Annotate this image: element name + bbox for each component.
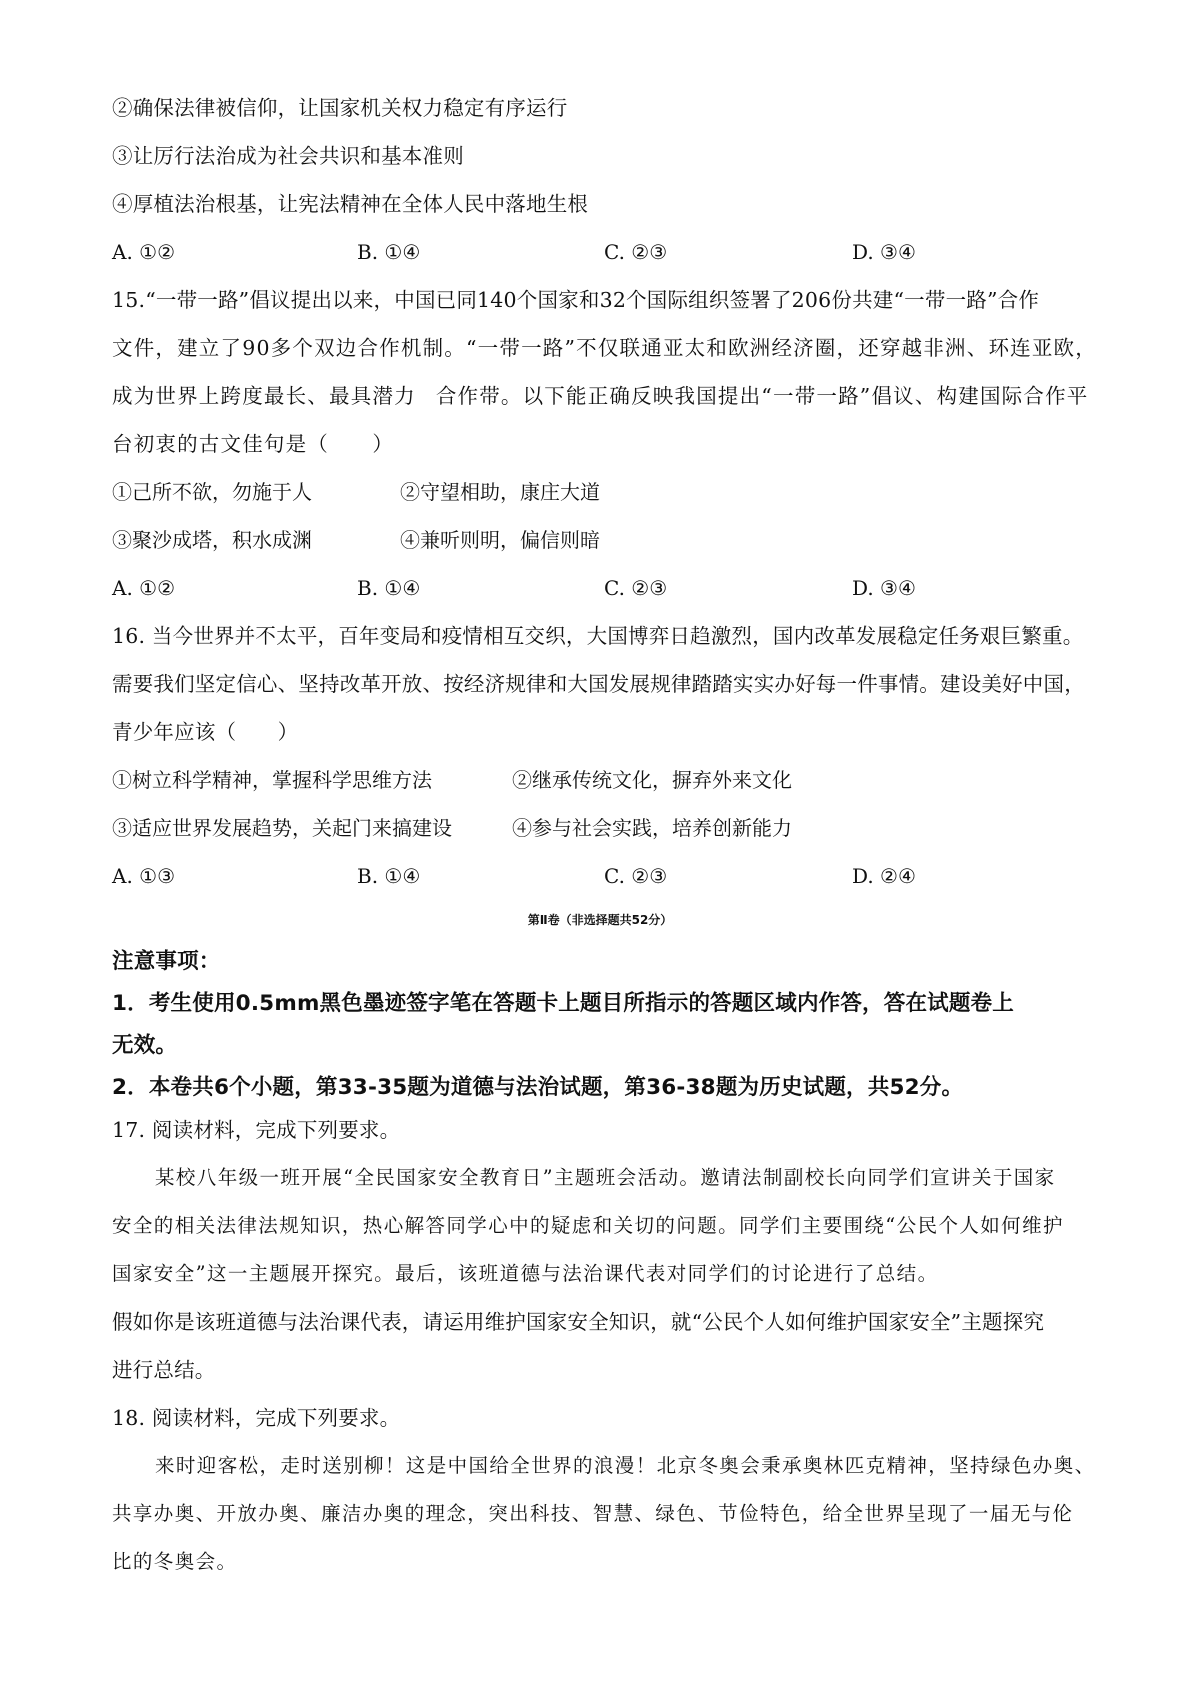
- q14-option-d: D. ③④: [852, 240, 916, 264]
- q16-option-a: A. ①③: [112, 864, 176, 888]
- q15-option-b: B. ①④: [357, 576, 421, 600]
- notice-line-2: 2．本卷共6个小题，第33-35题为道德与法治试题，第36-38题为历史试题，共52分。: [112, 1075, 964, 1100]
- q14-item-4: ④厚植法治根基，让宪法精神在全体人民中落地生根: [112, 192, 589, 216]
- q15-option-a: A. ①②: [112, 576, 176, 600]
- q15-item-3: ③聚沙成塔，积水成渊: [112, 528, 312, 552]
- q18-heading: 18. 阅读材料，完成下列要求。: [112, 1406, 401, 1430]
- q16-stem-line: 青少年应该（ ）: [112, 720, 299, 744]
- q16-stem-line: 需要我们坚定信心、坚持改革开放、按经济规律和大国发展规律踏踏实实办好每一件事情。建设美好中国，: [112, 672, 1085, 696]
- q15-item-4: ④兼听则明，偏信则暗: [400, 528, 600, 552]
- q16-item-4: ④参与社会实践，培养创新能力: [512, 816, 792, 840]
- notice-line-1: 1．考生使用0.5mm黑色墨迹签字笔在答题卡上题目所指示的答题区域内作答，答在试题卷上: [112, 991, 1014, 1016]
- q16-item-1: ①树立科学精神，掌握科学思维方法: [112, 768, 432, 792]
- q15-stem-line: 台初衷的古文佳句是（ ）: [112, 432, 395, 456]
- notice-heading: 注意事项：: [112, 949, 221, 974]
- q14-option-c: C. ②③: [604, 240, 668, 264]
- q15-stem-part: 成为世界上跨度最长、最具潜力: [112, 384, 416, 408]
- q16-option-c: C. ②③: [604, 864, 668, 888]
- part2-title: 第Ⅱ卷（非选择题共52分）: [527, 913, 673, 927]
- q17-task-line: 假如你是该班道德与法治课代表，请运用维护国家安全知识，就“公民个人如何维护国家安全”主题探究: [112, 1310, 1045, 1334]
- q16-item-2: ②继承传统文化，摒弃外来文化: [512, 768, 792, 792]
- q15-stem-line: 15.“一带一路”倡议提出以来，中国已同140个国家和32个国际组织签署了206份共建“一带一路”合作: [112, 288, 1040, 312]
- q16-option-b: B. ①④: [357, 864, 421, 888]
- q14-item-3: ③让厉行法治成为社会共识和基本准则: [112, 144, 464, 168]
- q17-material-line: 某校八年级一班开展“全民国家安全教育日”主题班会活动。邀请法制副校长向同学们宣讲关于国家: [155, 1166, 1056, 1189]
- q14-option-b: B. ①④: [357, 240, 421, 264]
- q17-material-line: 安全的相关法律法规知识，热心解答同学心中的疑虑和关切的问题。同学们主要围绕“公民个人如何维护: [112, 1214, 1064, 1237]
- q18-material-line: 来时迎客松，走时送别柳！这是中国给全世界的浪漫！北京冬奥会秉承奥林匹克精神，坚持绿色办奥、: [155, 1454, 1096, 1477]
- q18-material-line: 共享办奥、开放办奥、廉洁办奥的理念，突出科技、智慧、绿色、节俭特色，给全世界呈现了一届无与伦: [112, 1502, 1074, 1525]
- q15-item-2: ②守望相助，康庄大道: [400, 480, 600, 504]
- q16-option-d: D. ②④: [852, 864, 916, 888]
- q18-material-line: 比的冬奥会。: [112, 1550, 238, 1573]
- q14-option-a: A. ①②: [112, 240, 176, 264]
- q15-item-1: ①己所不欲，勿施于人: [112, 480, 312, 504]
- q15-option-c: C. ②③: [604, 576, 668, 600]
- notice-line-1-cont: 无效。: [112, 1033, 178, 1058]
- q16-item-3: ③适应世界发展趋势，关起门来搞建设: [112, 816, 452, 840]
- q15-stem-part: 合作带。以下能正确反映我国提出“一带一路”倡议、构建国际合作平: [435, 384, 1089, 408]
- q15-stem-line-3: [112, 382, 1088, 410]
- q16-stem-line: 16. 当今世界并不太平，百年变局和疫情相互交织，大国博弈日趋激烈，国内改革发展稳定任务艰巨繁重。: [112, 624, 1084, 648]
- q15-option-d: D. ③④: [852, 576, 916, 600]
- q17-material-line: 国家安全”这一主题展开探究。最后，该班道德与法治课代表对同学们的讨论进行了总结。: [112, 1262, 939, 1285]
- q17-heading: 17. 阅读材料，完成下列要求。: [112, 1118, 401, 1142]
- q17-task-line: 进行总结。: [112, 1358, 216, 1382]
- q15-stem-line: 文件，建立了90多个双边合作机制。“一带一路”不仅联通亚太和欧洲经济圈，还穿越非洲、环连亚欧，: [112, 336, 1097, 360]
- q14-item-2: ②确保法律被信仰，让国家机关权力稳定有序运行: [112, 96, 568, 120]
